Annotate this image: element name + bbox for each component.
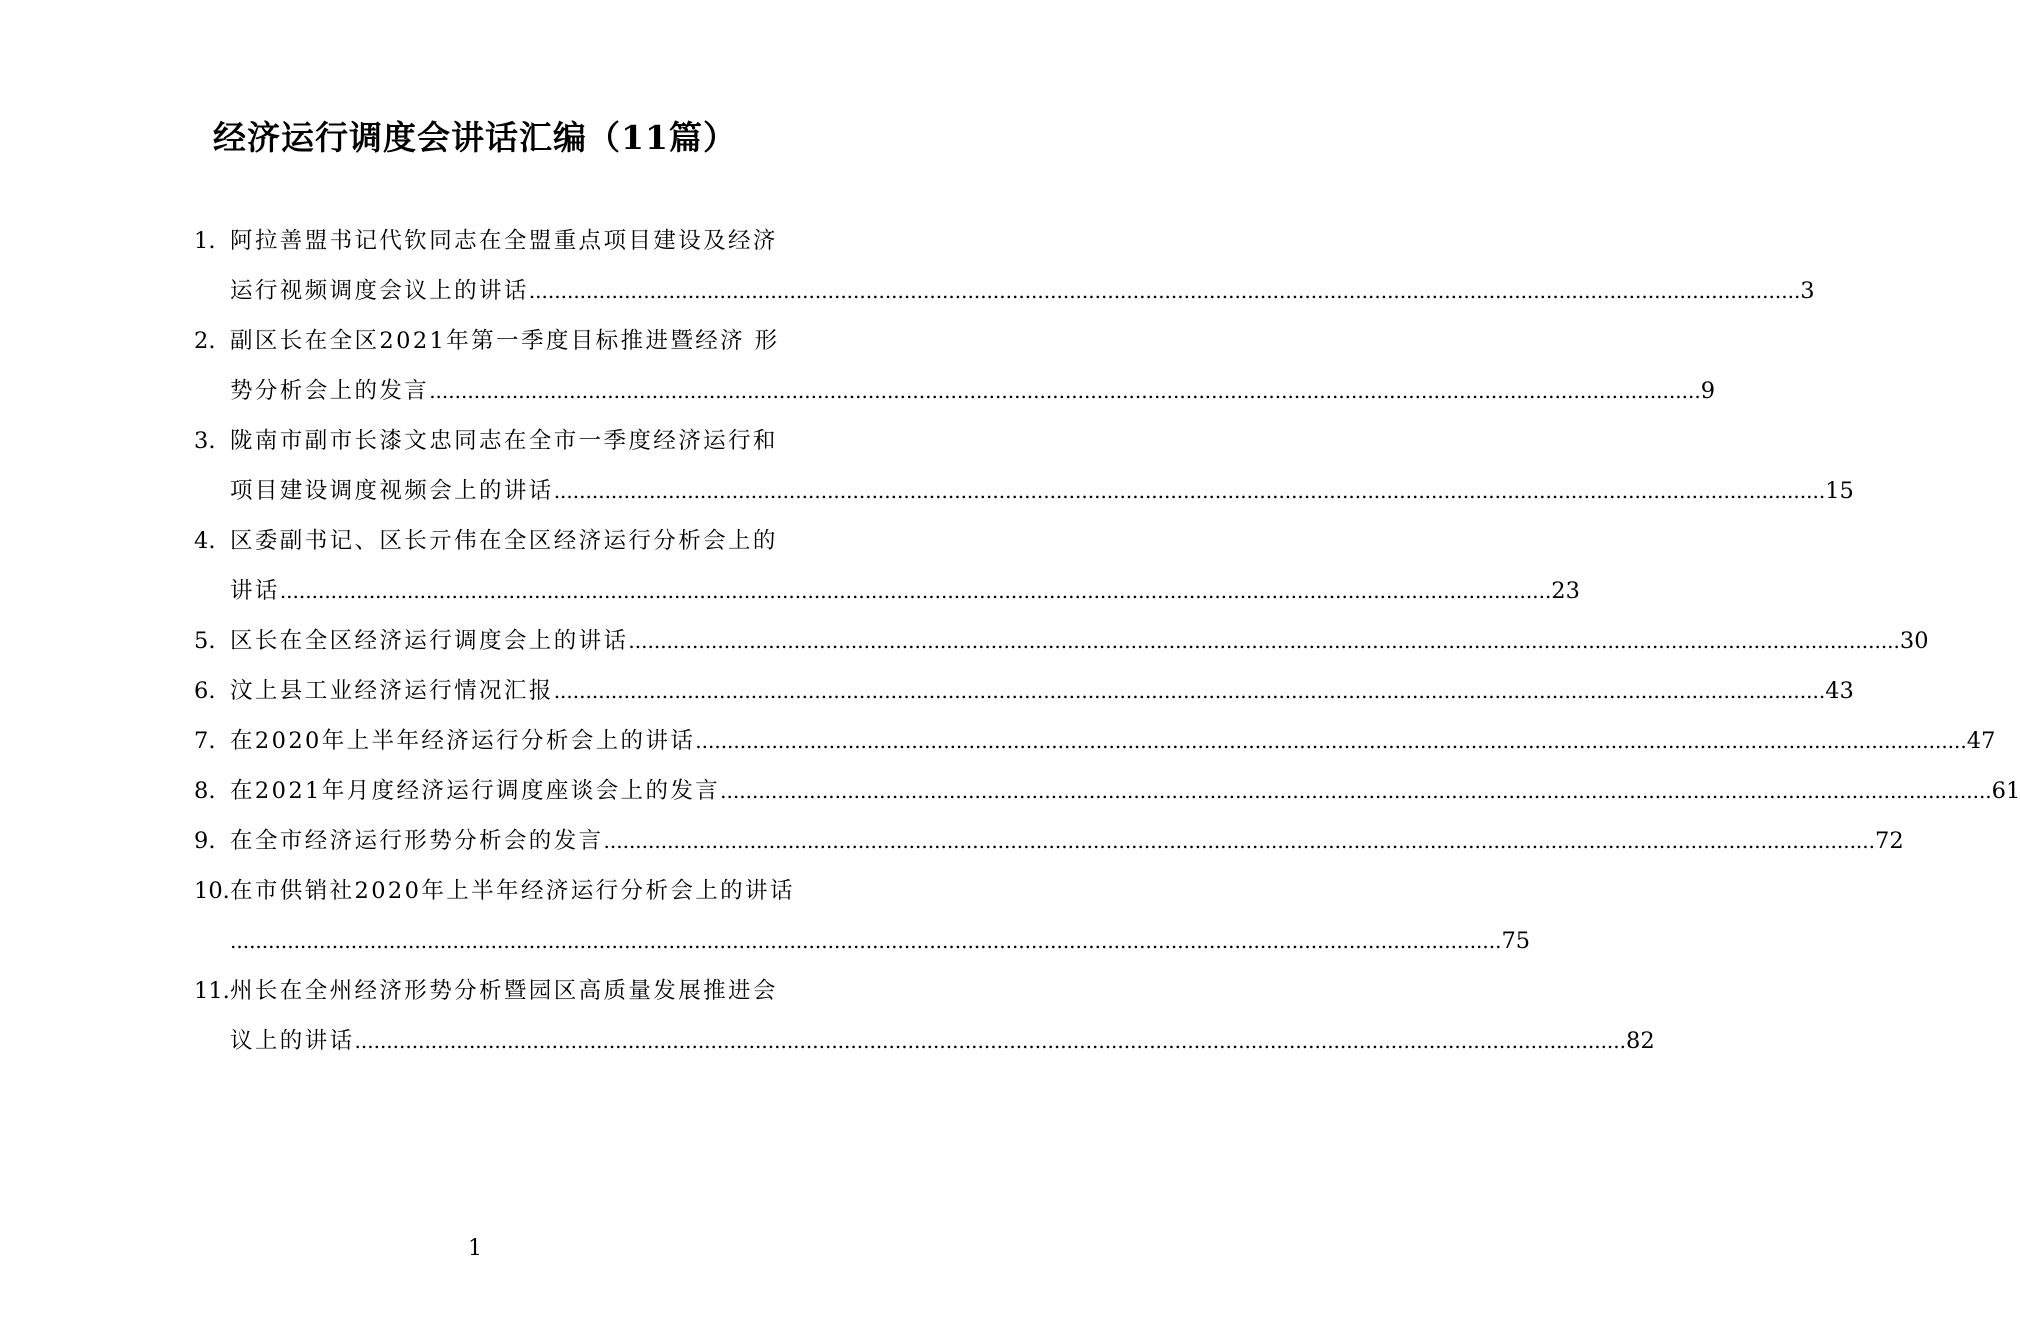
toc-entry[interactable]	[194, 866, 1531, 966]
toc-dot-leader: ........................................................................................................................................................................................................	[279, 579, 1552, 603]
toc-entry-title: 区委副书记、区长亓伟在全区经济运行分析会上的	[230, 528, 778, 554]
toc-entry-number: 7.	[194, 728, 216, 754]
toc-entry-title: 在全市经济运行形势分析会的发言	[230, 828, 604, 854]
toc-dot-leader: ........................................................................................................................................................................................................	[354, 1029, 1626, 1053]
toc-entry-page: 75	[1501, 928, 1531, 954]
document-title: 经济运行调度会讲话汇编（11篇）	[213, 118, 737, 157]
toc-entry-number: 6.	[194, 678, 216, 704]
toc-entry-title: 州长在全州经济形势分析暨园区高质量发展推进会	[230, 978, 778, 1004]
toc-entry-page: 3	[1800, 278, 1815, 304]
toc-entry-number: 1.	[194, 228, 216, 254]
toc-entry[interactable]	[194, 816, 1904, 866]
toc-entry-page: 43	[1825, 678, 1854, 704]
toc-entry[interactable]	[194, 316, 1716, 416]
toc-entry-number: 9.	[194, 828, 216, 854]
toc-entry-number: 10.	[194, 878, 230, 904]
toc-dot-leader: ........................................................................................................................................................................................................	[528, 279, 1801, 303]
toc-entry-title: 势分析会上的发言	[230, 378, 430, 404]
toc-entry[interactable]	[194, 966, 1655, 1066]
toc-entry-title: 运行视频调度会议上的讲话	[230, 278, 529, 304]
toc-dot-leader: ........................................................................................................................................................................................................	[553, 679, 1826, 703]
toc-dot-leader: ........................................................................................................................................................................................................	[695, 729, 1967, 753]
toc-entry[interactable]	[194, 716, 1996, 766]
toc-entry-page: 9	[1700, 378, 1716, 404]
toc-entry-title: 议上的讲话	[230, 1028, 355, 1054]
toc-entry[interactable]	[194, 616, 1929, 666]
toc-entry-title: 副区长在全区2021年第一季度目标推进暨经济 形	[230, 328, 780, 354]
toc-entry-page: 72	[1875, 828, 1904, 854]
toc-entry-page: 23	[1551, 578, 1580, 604]
toc-entry[interactable]	[194, 666, 1854, 716]
toc-entry[interactable]	[194, 416, 1854, 516]
toc-entry-title: 在2021年月度经济运行调度座谈会上的发言	[230, 778, 721, 804]
toc-dot-leader: ........................................................................................................................................................................................................	[553, 479, 1826, 503]
toc-entry[interactable]	[194, 766, 2020, 816]
toc-entry-title: 项目建设调度视频会上的讲话	[230, 478, 554, 504]
toc-dot-leader: ........................................................................................................................................................................................................	[603, 829, 1875, 853]
toc-entry-number: 4.	[194, 528, 216, 554]
toc-entry-number: 11.	[194, 978, 230, 1004]
toc-dot-leader: ........................................................................................................................................................................................................	[720, 779, 1992, 803]
toc-entry-title: 汶上县工业经济运行情况汇报	[230, 678, 554, 704]
table-of-contents	[194, 216, 2020, 1066]
toc-entry-number: 8.	[194, 778, 216, 804]
toc-entry-page: 30	[1899, 628, 1929, 654]
toc-entry-number: 2.	[194, 328, 216, 354]
toc-entry-page: 82	[1626, 1028, 1655, 1054]
toc-entry-number: 3.	[194, 428, 216, 454]
toc-entry-title: 陇南市副市长漆文忠同志在全市一季度经济运行和	[230, 428, 778, 454]
toc-entry[interactable]	[194, 516, 1580, 616]
toc-entry-number: 5.	[194, 628, 216, 654]
toc-entry-title: 在2020年上半年经济运行分析会上的讲话	[230, 728, 696, 754]
page-number: 1	[468, 1236, 482, 1261]
toc-dot-leader: ........................................................................................................................................................................................................	[429, 379, 1701, 403]
toc-entry-title: 区长在全区经济运行调度会上的讲话	[230, 628, 629, 654]
toc-dot-leader: ........................................................................................................................................................................................................	[230, 929, 1502, 953]
toc-entry-page: 15	[1825, 478, 1854, 504]
toc-entry-title: 在市供销社2020年上半年经济运行分析会上的讲话	[230, 878, 795, 904]
toc-dot-leader: ........................................................................................................................................................................................................	[628, 629, 1900, 653]
toc-entry[interactable]	[194, 216, 1815, 316]
toc-entry-page: 61	[1991, 778, 2020, 804]
toc-entry-page: 47	[1966, 728, 1996, 754]
toc-entry-title: 阿拉善盟书记代钦同志在全盟重点项目建设及经济	[230, 228, 778, 254]
toc-entry-title: 讲话	[230, 578, 280, 604]
